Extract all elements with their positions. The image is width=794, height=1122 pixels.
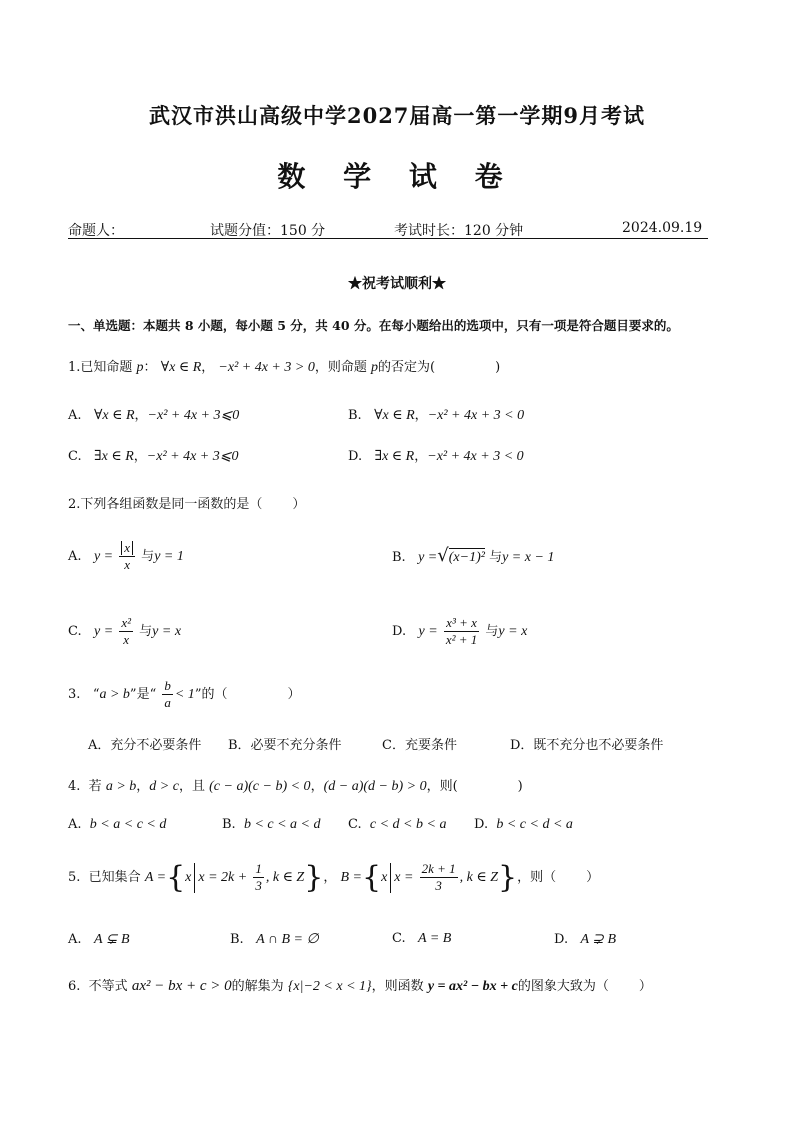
question-2-option-d[interactable]: D. y = $\frac{\text{x³ + x}}{\text{x² + 1}}$ 与y = x bbox=[392, 615, 528, 647]
exam-date: 2024.09.19 bbox=[622, 220, 703, 236]
exam-title: 武汉市洪山高级中学2027届高一第一学期9月考试 bbox=[148, 103, 646, 128]
section-heading: 一、单选题：本题共 8 小题，每小题 5 分，共 40 分。在每小题给出的选项中，只有一项是符合题目要求的。 bbox=[68, 318, 679, 333]
question-3-option-a[interactable]: A．充分不必要条件 bbox=[88, 738, 202, 753]
question-2-option-c[interactable]: C. y = $\frac{\text{x²}}{x}$ 与y = x bbox=[68, 615, 182, 647]
question-6-stem: 6. 不等式 ax² − bx + c > 0的解集为 {x|−2 < x < 1}，则函数 y = ax² − bx + c的图象大致为（ ） bbox=[68, 978, 652, 994]
author-label: 命题人： bbox=[68, 223, 124, 239]
question-5-option-c[interactable]: C. A = B bbox=[392, 931, 452, 946]
question-1-option-d[interactable]: D. ∃x ∈ R，−x² + 4x + 3 < 0 bbox=[348, 449, 524, 464]
good-luck-banner: ★祝考试顺利★ bbox=[348, 276, 446, 292]
question-5-stem: 5. 已知集合 A ={x x = 2k + $\frac{1}{3}$ , k ∈ Z}， B ={x x = $\frac{2k + 1}{3}$ , k ∈ Z}，则（ ） bbox=[68, 860, 600, 895]
question-4-option-d[interactable]: D. b < c < d < a bbox=[474, 817, 573, 832]
question-4-option-b[interactable]: B. b < c < a < d bbox=[222, 817, 321, 832]
question-2-stem: 2.下列各组函数是同一函数的是（ ） bbox=[68, 497, 306, 512]
question-5-option-d[interactable]: D. A ⊋ B bbox=[554, 932, 617, 947]
question-5-option-a[interactable]: A. A ⊊ B bbox=[68, 932, 130, 947]
score-label: 试题分值：150 分 bbox=[210, 223, 326, 239]
question-4-option-c[interactable]: C. c < d < b < a bbox=[348, 817, 447, 832]
question-5-option-b[interactable]: B. A ∩ B = ∅ bbox=[230, 932, 319, 947]
subject-title: 数 学 试 卷 bbox=[277, 160, 517, 193]
exam-info-line bbox=[68, 220, 708, 239]
question-3-option-c[interactable]: C．充要条件 bbox=[382, 738, 457, 753]
question-2-option-b[interactable]: B. y =√(x−1)² 与y = x − 1 bbox=[392, 545, 555, 566]
question-1-option-a[interactable]: A. ∀x ∈ R，−x² + 4x + 3⩽0 bbox=[68, 408, 240, 423]
question-1-stem: 1.已知命题 p： ∀x ∈ R， −x² + 4x + 3 > 0，则命题 p的否定为( ) bbox=[68, 360, 501, 375]
question-2-option-a[interactable]: A. y = $\frac{x}{x}$ 与y = 1 bbox=[68, 540, 184, 572]
question-3-stem: 3. “a > b”是“ $\frac{b}{a}$ < 1”的（ ） bbox=[68, 678, 301, 710]
question-1-option-c[interactable]: C. ∃x ∈ R，−x² + 4x + 3⩽0 bbox=[68, 449, 239, 464]
question-4-stem: 4. 若 a > b，d > c，且 (c − a)(c − b) < 0，(d − a)(d − b) > 0，则( ) bbox=[68, 779, 523, 794]
question-1-option-b[interactable]: B. ∀x ∈ R，−x² + 4x + 3 < 0 bbox=[348, 408, 525, 423]
question-3-option-b[interactable]: B．必要不充分条件 bbox=[228, 738, 342, 753]
question-4-option-a[interactable]: A. b < a < c < d bbox=[68, 817, 167, 832]
time-label: 考试时长：120 分钟 bbox=[394, 223, 524, 239]
question-3-option-d[interactable]: D．既不充分也不必要条件 bbox=[510, 738, 664, 753]
